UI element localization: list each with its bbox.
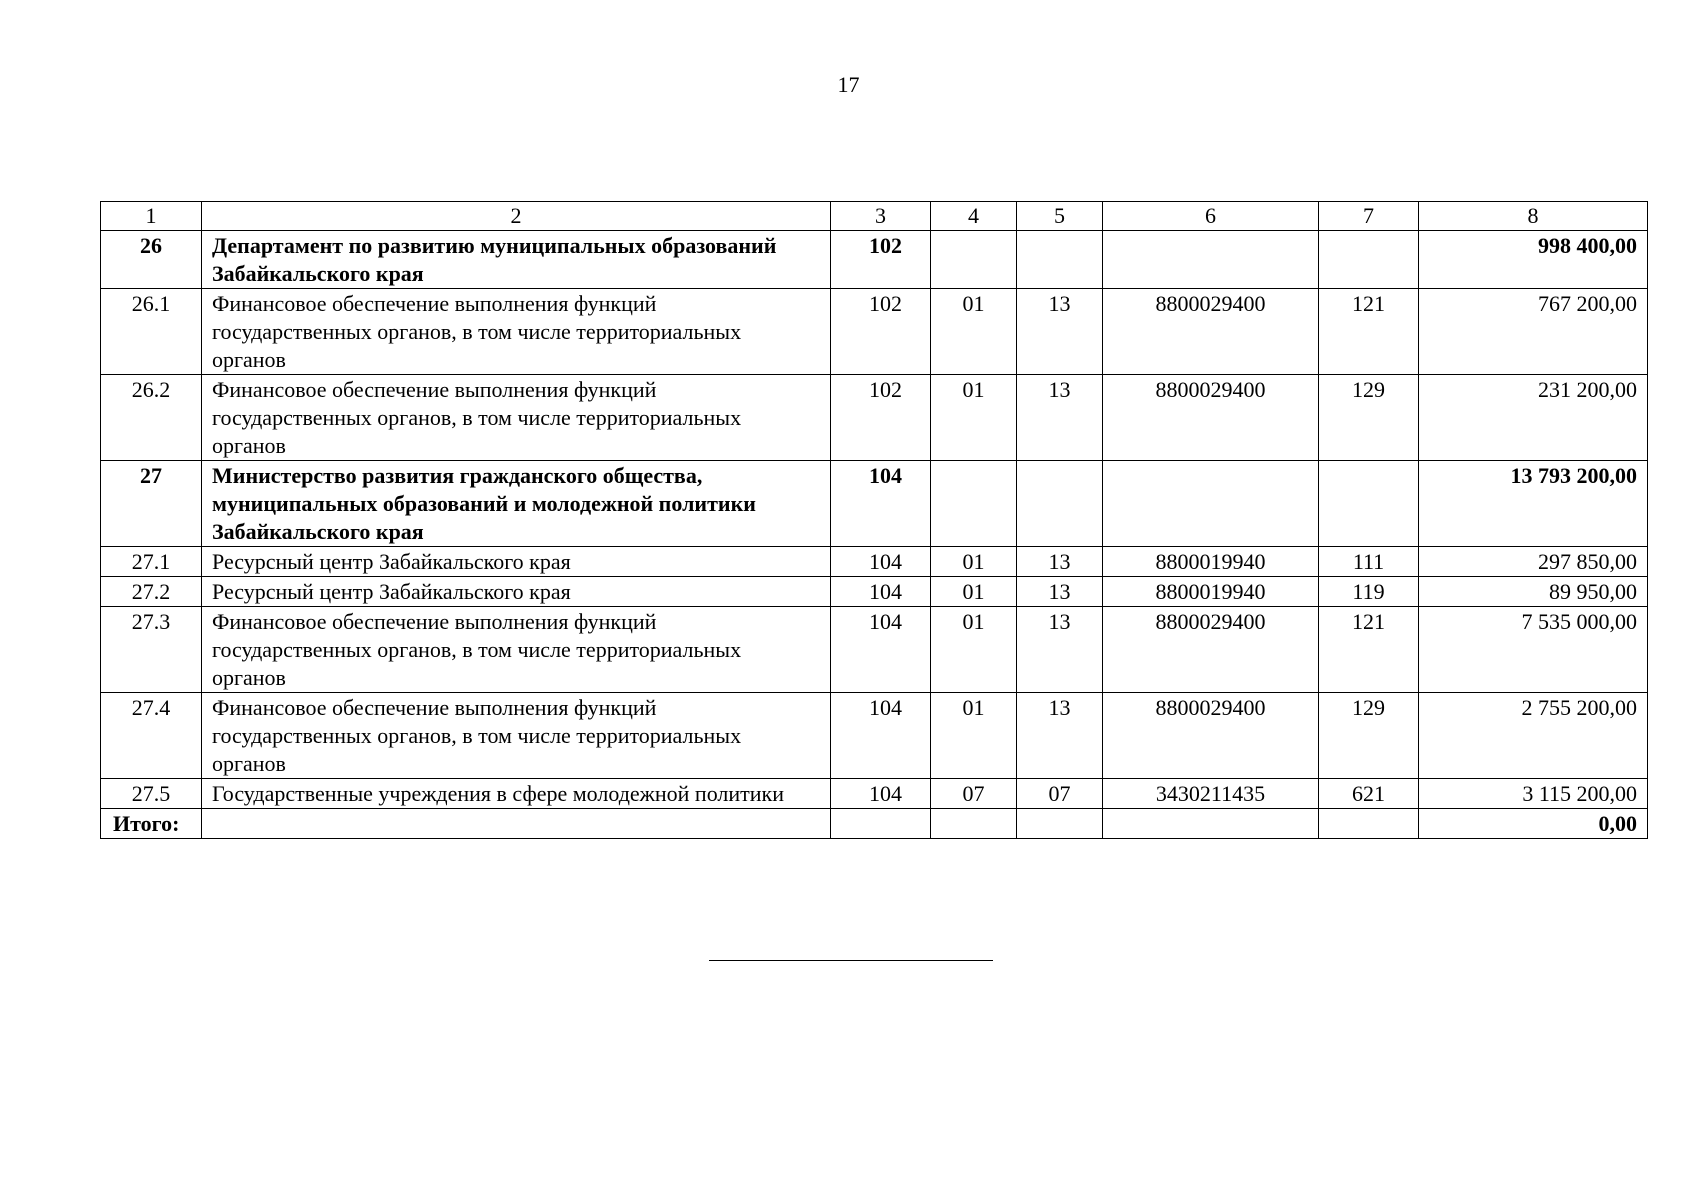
row-grbs-code: 104 (831, 547, 931, 577)
row-name: Департамент по развитию муниципальных образований Забайкальского края (202, 231, 831, 289)
row-section-code: 01 (931, 547, 1017, 577)
row-target-article-code: 8800019940 (1103, 547, 1319, 577)
table-row (101, 547, 1648, 577)
row-sum: 2 755 200,00 (1419, 693, 1648, 779)
total-empty-cell (202, 809, 831, 839)
table-row (101, 779, 1648, 809)
row-grbs-code: 104 (831, 607, 931, 693)
page-number: 17 (837, 72, 860, 97)
row-section-code: 07 (931, 779, 1017, 809)
row-subsection-code: 13 (1017, 607, 1103, 693)
table-row (101, 461, 1648, 547)
row-expense-type-code: 621 (1319, 779, 1419, 809)
table-row (101, 693, 1648, 779)
row-target-article-code (1103, 231, 1319, 289)
row-sum: 297 850,00 (1419, 547, 1648, 577)
row-target-article-code: 8800029400 (1103, 375, 1319, 461)
row-sum: 231 200,00 (1419, 375, 1648, 461)
row-subsection-code: 13 (1017, 547, 1103, 577)
row-grbs-code: 104 (831, 779, 931, 809)
row-target-article-code: 8800019940 (1103, 577, 1319, 607)
column-header: 2 (202, 202, 831, 231)
row-section-code: 01 (931, 607, 1017, 693)
budget-table (100, 201, 1648, 839)
closing-rule (709, 960, 993, 961)
row-number: 27.4 (101, 693, 202, 779)
column-header: 6 (1103, 202, 1319, 231)
table-row (101, 289, 1648, 375)
column-header: 4 (931, 202, 1017, 231)
column-header: 1 (101, 202, 202, 231)
row-subsection-code (1017, 461, 1103, 547)
row-number: 27.3 (101, 607, 202, 693)
row-sum: 767 200,00 (1419, 289, 1648, 375)
row-name: Ресурсный центр Забайкальского края (202, 577, 831, 607)
row-target-article-code: 8800029400 (1103, 607, 1319, 693)
row-target-article-code: 3430211435 (1103, 779, 1319, 809)
column-header: 7 (1319, 202, 1419, 231)
row-number: 27.2 (101, 577, 202, 607)
row-subsection-code: 13 (1017, 289, 1103, 375)
row-target-article-code (1103, 461, 1319, 547)
total-label: Итого: (101, 809, 202, 839)
row-name: Финансовое обеспечение выполнения функций государственных органов, в том числе территориальных органов (202, 289, 831, 375)
total-empty-cell (1319, 809, 1419, 839)
table-row (101, 231, 1648, 289)
row-sum: 89 950,00 (1419, 577, 1648, 607)
row-name: Государственные учреждения в сфере молодежной политики (202, 779, 831, 809)
row-expense-type-code (1319, 231, 1419, 289)
row-sum: 13 793 200,00 (1419, 461, 1648, 547)
row-target-article-code: 8800029400 (1103, 289, 1319, 375)
total-empty-cell (1103, 809, 1319, 839)
total-row (101, 809, 1648, 839)
row-expense-type-code: 129 (1319, 693, 1419, 779)
column-header: 3 (831, 202, 931, 231)
row-subsection-code: 07 (1017, 779, 1103, 809)
row-subsection-code: 13 (1017, 577, 1103, 607)
row-section-code: 01 (931, 375, 1017, 461)
total-sum: 0,00 (1419, 809, 1648, 839)
table-row (101, 607, 1648, 693)
row-sum: 998 400,00 (1419, 231, 1648, 289)
row-expense-type-code: 111 (1319, 547, 1419, 577)
row-number: 27 (101, 461, 202, 547)
total-empty-cell (831, 809, 931, 839)
row-grbs-code: 102 (831, 375, 931, 461)
row-expense-type-code: 121 (1319, 289, 1419, 375)
row-subsection-code: 13 (1017, 693, 1103, 779)
row-section-code: 01 (931, 289, 1017, 375)
total-empty-cell (931, 809, 1017, 839)
row-grbs-code: 102 (831, 289, 931, 375)
row-grbs-code: 102 (831, 231, 931, 289)
column-header: 8 (1419, 202, 1648, 231)
row-grbs-code: 104 (831, 461, 931, 547)
table-row (101, 577, 1648, 607)
row-name: Финансовое обеспечение выполнения функций государственных органов, в том числе территориальных органов (202, 375, 831, 461)
row-number: 26 (101, 231, 202, 289)
row-number: 26.2 (101, 375, 202, 461)
table-header-row (101, 202, 1648, 231)
total-empty-cell (1017, 809, 1103, 839)
row-target-article-code: 8800029400 (1103, 693, 1319, 779)
table-row (101, 375, 1648, 461)
row-name: Министерство развития гражданского общества, муниципальных образований и молодежной политики Забайкальского края (202, 461, 831, 547)
row-subsection-code: 13 (1017, 375, 1103, 461)
row-name: Финансовое обеспечение выполнения функций государственных органов, в том числе территориальных органов (202, 607, 831, 693)
row-number: 27.5 (101, 779, 202, 809)
row-expense-type-code: 129 (1319, 375, 1419, 461)
column-header: 5 (1017, 202, 1103, 231)
row-expense-type-code (1319, 461, 1419, 547)
row-name: Финансовое обеспечение выполнения функций государственных органов, в том числе территориальных органов (202, 693, 831, 779)
row-expense-type-code: 119 (1319, 577, 1419, 607)
row-expense-type-code: 121 (1319, 607, 1419, 693)
row-section-code (931, 231, 1017, 289)
row-sum: 7 535 000,00 (1419, 607, 1648, 693)
row-number: 27.1 (101, 547, 202, 577)
row-sum: 3 115 200,00 (1419, 779, 1648, 809)
row-number: 26.1 (101, 289, 202, 375)
row-grbs-code: 104 (831, 693, 931, 779)
row-name: Ресурсный центр Забайкальского края (202, 547, 831, 577)
row-subsection-code (1017, 231, 1103, 289)
row-section-code: 01 (931, 693, 1017, 779)
row-section-code: 01 (931, 577, 1017, 607)
row-section-code (931, 461, 1017, 547)
row-grbs-code: 104 (831, 577, 931, 607)
